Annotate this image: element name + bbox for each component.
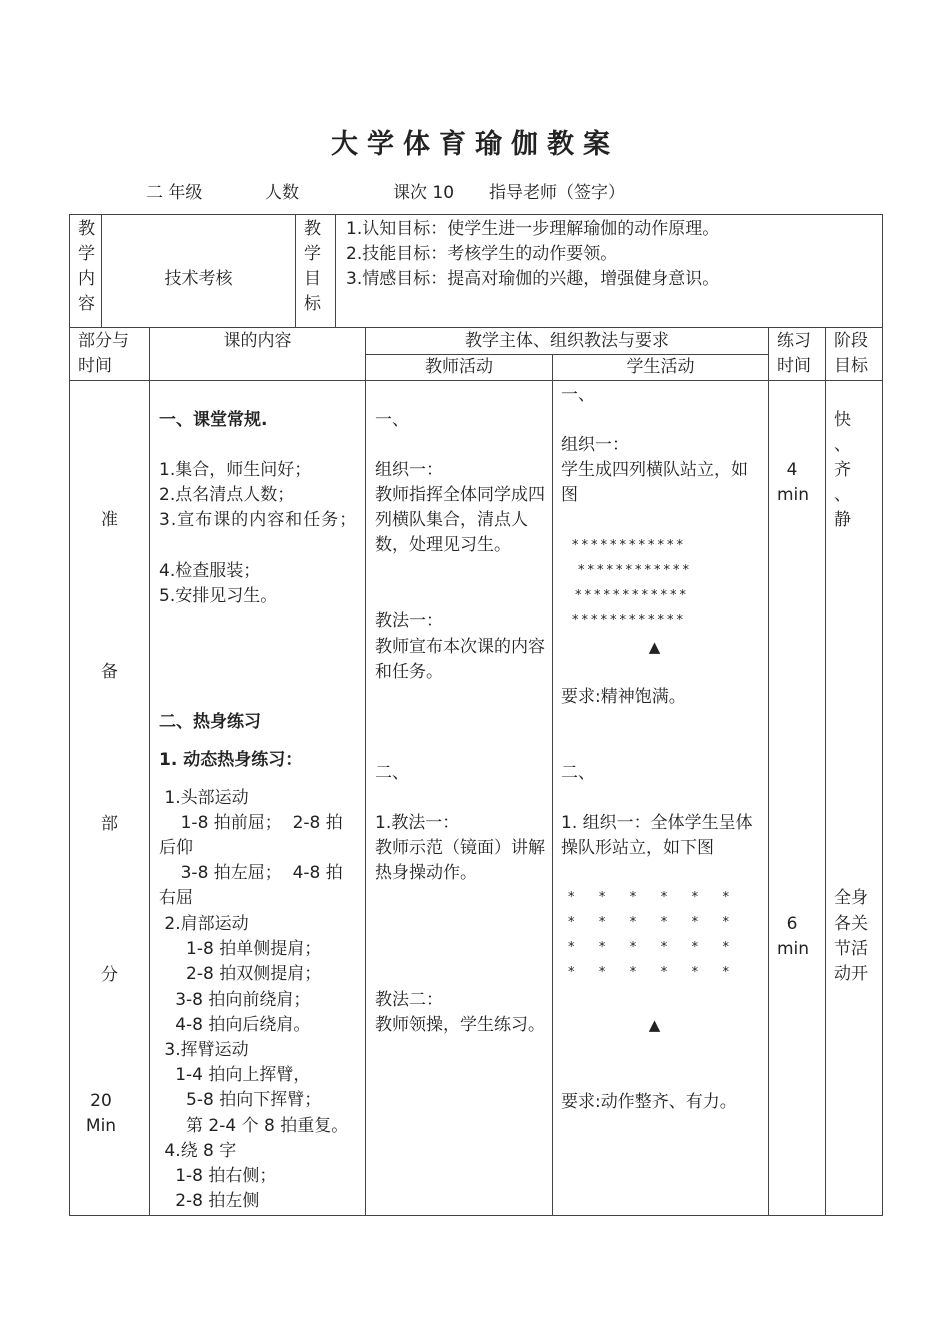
formation-row: * * * * * * (568, 890, 732, 905)
warmup-line: 2-8 拍左侧 (159, 1191, 260, 1211)
student-org-label: 组织一： (561, 435, 629, 455)
teacher-position-triangle: ▲ (648, 638, 661, 656)
teacher-method-text: 教师宣布本次课的内容和任务。 (375, 637, 545, 682)
content-label-1: 教 (78, 219, 95, 239)
formation-row: ************ (572, 538, 686, 553)
practice-time-2-value: 6 (786, 914, 798, 934)
content-label-2: 学 (78, 244, 95, 264)
stage-goal-2: 动开 (834, 964, 868, 984)
goal-cognitive: 1.认知目标：使学生进一步理解瑜伽的动作原理。 (346, 219, 720, 239)
grade: 二 年级 (146, 183, 203, 203)
warmup-line: 3-8 拍左屈； 4-8 拍 (159, 863, 343, 883)
warmup-line: 3-8 拍向前绕肩； (159, 990, 311, 1010)
content-item: 1.集合，师生问好； (159, 460, 312, 480)
content-section-2: 二、热身练习 (159, 712, 261, 732)
goal-skill: 2.技能目标：考核学生的动作要领。 (346, 244, 618, 264)
lesson-number: 课次 10 (393, 183, 455, 203)
warmup-line: 2.肩部运动 (159, 914, 249, 934)
warmup-line: 1-8 拍单侧提肩； (159, 939, 322, 959)
teacher-position-triangle: ▲ (648, 1016, 661, 1034)
formation-row: ************ (572, 613, 686, 628)
formation-row: * * * * * * (568, 915, 732, 930)
teacher-org-label: 组织一： (375, 460, 443, 480)
content-item: 5.安排见习生。 (159, 586, 278, 606)
part-char-4: 分 (101, 965, 118, 985)
content-subsection: 1. 动态热身练习： (159, 750, 303, 770)
teacher-org-text: 教师指挥全体同学成四列横队集合，清点人数，处理见习生。 (375, 485, 545, 555)
col-practice-1: 练习 (777, 331, 811, 351)
formation-row: ************ (575, 588, 689, 603)
student-org-text-2: 1. 组织一：全体学生呈体操队形站立，如下图 (561, 813, 753, 858)
warmup-line: 5-8 拍向下挥臂； (159, 1090, 322, 1110)
content-label-4: 容 (78, 294, 95, 314)
warmup-line: 右屈 (159, 888, 193, 908)
student-part-2: 二、 (561, 763, 595, 783)
warmup-line: 第 2-4 个 8 拍重复。 (159, 1116, 349, 1136)
col-part-time-2: 时间 (78, 356, 112, 376)
col-goal-1: 阶段 (834, 331, 868, 351)
part-time-value: 20 (90, 1091, 112, 1111)
goal-label-2: 学 (304, 244, 321, 264)
content-item: 3.宣布课的内容和任务； (159, 510, 358, 530)
stage-goal-2: 节活 (834, 939, 868, 959)
stage-goal-1: 快 (834, 410, 851, 430)
teacher-signature: 指导老师（签字） (489, 183, 625, 203)
warmup-line: 1-8 拍前屈； 2-8 拍 (159, 813, 343, 833)
teacher-method-label: 教法一： (375, 611, 443, 631)
content-value: 技术考核 (164, 269, 233, 289)
col-content: 课的内容 (223, 331, 292, 351)
goal-label-4: 标 (304, 294, 321, 314)
stage-goal-1: 、 (834, 435, 851, 455)
col-method: 教学主体、组织教法与要求 (465, 331, 669, 351)
stage-goal-2: 全身 (834, 888, 868, 908)
col-student: 学生活动 (626, 357, 695, 377)
warmup-line: 1.头部运动 (159, 788, 249, 808)
content-item: 2.点名清点人数； (159, 485, 295, 505)
goal-label-1: 教 (304, 219, 321, 239)
col-part-time-1: 部分与 (78, 331, 129, 351)
part-char-3: 部 (101, 814, 118, 834)
teacher-lead-label: 教法二： (375, 990, 443, 1010)
goal-label-3: 目 (304, 269, 321, 289)
content-item: 4.检查服装； (159, 561, 261, 581)
practice-time-1-unit: min (776, 485, 810, 505)
formation-row: ************ (578, 563, 692, 578)
warmup-line: 1-4 拍向上挥臂， (159, 1065, 311, 1085)
student-part-1: 一、 (561, 385, 595, 405)
student-requirement-2: 要求:动作整齐、有力。 (561, 1092, 737, 1112)
practice-time-2-unit: min (776, 939, 810, 959)
content-section-1: 一、课堂常规. (159, 410, 268, 430)
page-title: 大学体育瑜伽教案 (331, 129, 619, 160)
teacher-demo-label: 1.教法一： (375, 813, 460, 833)
part-char-1: 准 (101, 510, 118, 530)
formation-row: * * * * * * (568, 940, 732, 955)
student-count: 人数 (265, 183, 299, 203)
student-org-text: 学生成四列横队站立，如图 (561, 460, 748, 505)
warmup-line: 2-8 拍双侧提肩； (159, 964, 322, 984)
stage-goal-1: 齐 (834, 460, 851, 480)
warmup-line: 4-8 拍向后绕肩。 (159, 1015, 311, 1035)
part-char-2: 备 (101, 662, 118, 682)
part-time-unit: Min (85, 1116, 117, 1136)
col-teacher: 教师活动 (425, 357, 493, 377)
stage-goal-2: 各关 (834, 914, 868, 934)
warmup-line: 4.绕 8 字 (159, 1141, 237, 1161)
stage-goal-1: 、 (834, 485, 851, 505)
warmup-line: 后仰 (159, 838, 193, 858)
formation-row: * * * * * * (568, 965, 732, 980)
goal-emotion: 3.情感目标：提高对瑜伽的兴趣，增强健身意识。 (346, 269, 720, 289)
teacher-part-2: 二、 (375, 763, 409, 783)
practice-time-1-value: 4 (786, 460, 798, 480)
col-goal-2: 目标 (834, 356, 868, 376)
content-label-3: 内 (78, 269, 95, 289)
warmup-line: 3.挥臂运动 (159, 1040, 249, 1060)
col-practice-2: 时间 (777, 356, 811, 376)
warmup-line: 1-8 拍右侧； (159, 1166, 277, 1186)
teacher-part-1: 一、 (375, 410, 409, 430)
teacher-lead-text: 教师领操，学生练习。 (375, 1015, 545, 1035)
student-requirement-1: 要求:精神饱满。 (561, 687, 686, 707)
stage-goal-1: 静 (834, 510, 851, 530)
teacher-demo-text: 教师示范（镜面）讲解热身操动作。 (375, 838, 545, 883)
